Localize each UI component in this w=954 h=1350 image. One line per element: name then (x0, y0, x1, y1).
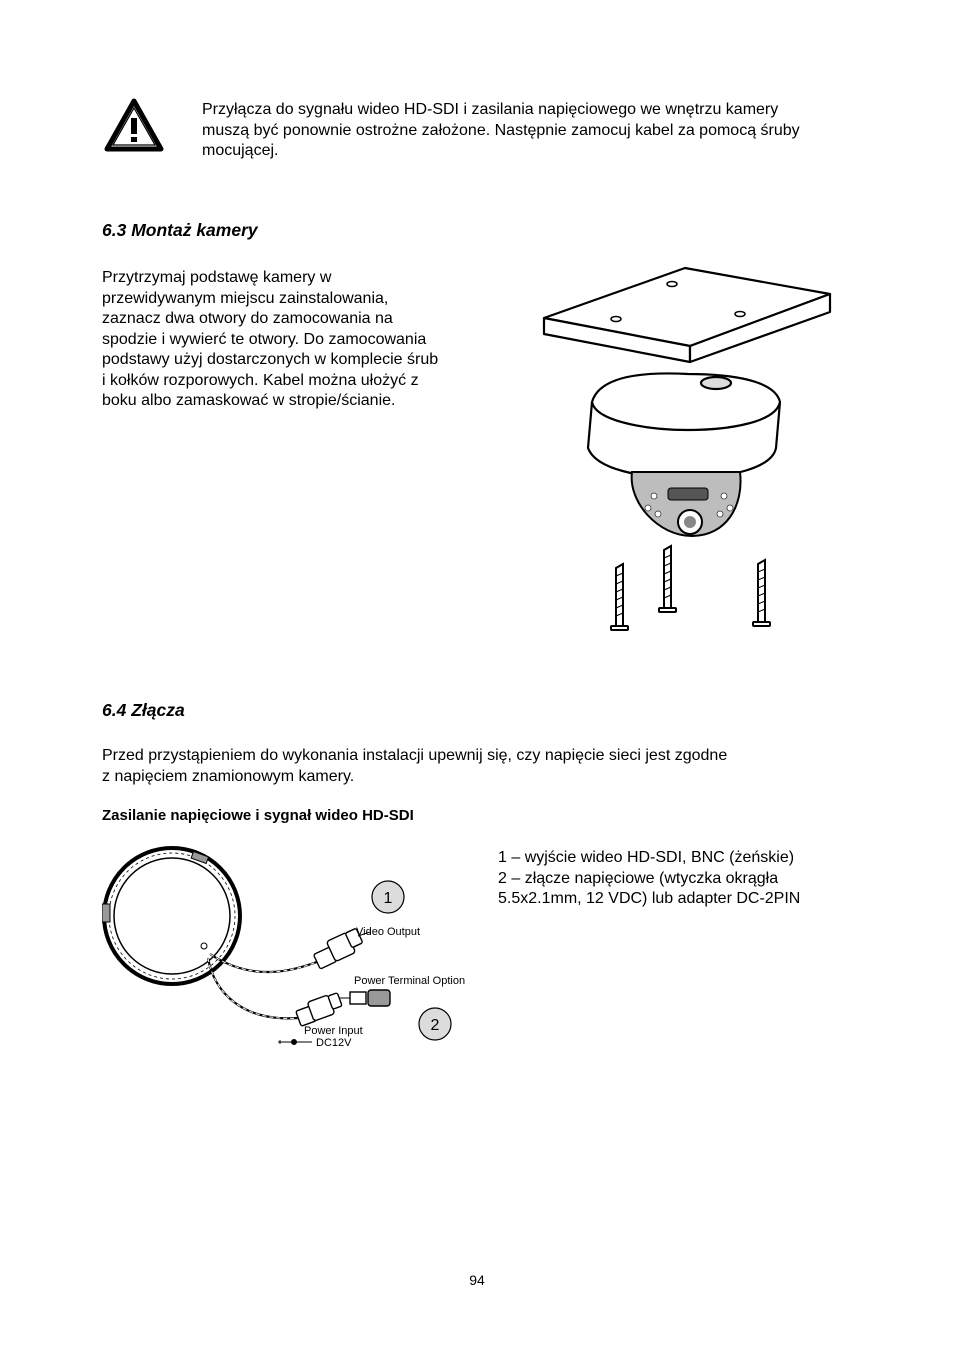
mounting-line: Przytrzymaj podstawę kamery w (102, 269, 332, 286)
connector-legend (498, 848, 878, 910)
section-heading-mounting: 6.3 Montaż kamery (102, 220, 258, 240)
camera-base (588, 373, 780, 478)
connector-diagram (102, 842, 480, 1052)
video-output-label: Video Output (356, 926, 421, 938)
badge-2 (419, 1008, 451, 1040)
badge-1-number: 1 (383, 890, 393, 907)
mounting-line: spodzie i wywierć te otwory. Do zamocowania (102, 330, 427, 348)
legend-item: 2 – złącze napięciowe (wtyczka okrągła (498, 869, 779, 887)
connectors-line: Przed przystąpieniem do wykonania instalacji upewnij się, czy napięcie sieci jest zgodne (102, 747, 728, 764)
mounting-line: podstawy użyj dostarczonych w komplecie śrub (102, 351, 439, 368)
connectors-line: z napięciem znamionowym kamery. (102, 767, 355, 785)
dc-voltage-label: DC12V (316, 1037, 352, 1049)
warning-line: muszą być ponownie ostrożne założone. Następnie zamocuj kabel za pomocą śruby (202, 121, 800, 139)
page-number: 94 (469, 1272, 485, 1288)
power-terminal-label: Power Terminal Option (354, 975, 466, 987)
warning-line: mocującej. (202, 142, 279, 159)
mounting-line: zaznacz dwa otwory do zamocowania na (102, 310, 393, 327)
power-input-label: Power Input (304, 1025, 363, 1037)
warning-line: Przyłącza do sygnału wideo HD-SDI i zasilania napięciowego we wnętrzu kamery (202, 101, 779, 118)
dc-polarity-icon (278, 1040, 312, 1045)
mounting-line: przewidywanym miejscu zainstalowania, (102, 289, 389, 307)
legend-item: 5.5x2.1mm, 12 VDC) lub adapter DC-2PIN (498, 890, 801, 907)
warning-text (202, 100, 882, 162)
mounting-paragraph (102, 268, 492, 412)
camera-ring (104, 848, 240, 984)
power-video-subheading: Zasilanie napięciowe i sygnał wideo HD-SDI (102, 807, 414, 824)
mounting-line: boku albo zamaskować w stropie/ścianie. (102, 392, 396, 409)
power-connector (296, 990, 390, 1026)
mounting-line: i kołków rozporowych. Kabel można ułożyć z (102, 371, 419, 389)
badge-2-number: 2 (430, 1017, 440, 1034)
camera-mounting-illustration (540, 262, 835, 642)
ceiling-plate (544, 268, 830, 362)
camera-lens-ball (632, 472, 741, 536)
badge-1 (372, 881, 404, 913)
mounting-screws (611, 546, 770, 630)
warning-triangle-icon (104, 98, 164, 152)
legend-item: 1 – wyjście wideo HD-SDI, BNC (żeńskie) (498, 849, 795, 866)
warning-icon-box (104, 98, 164, 152)
section-heading-connectors: 6.4 Złącza (102, 700, 185, 720)
connectors-paragraph (102, 746, 862, 787)
